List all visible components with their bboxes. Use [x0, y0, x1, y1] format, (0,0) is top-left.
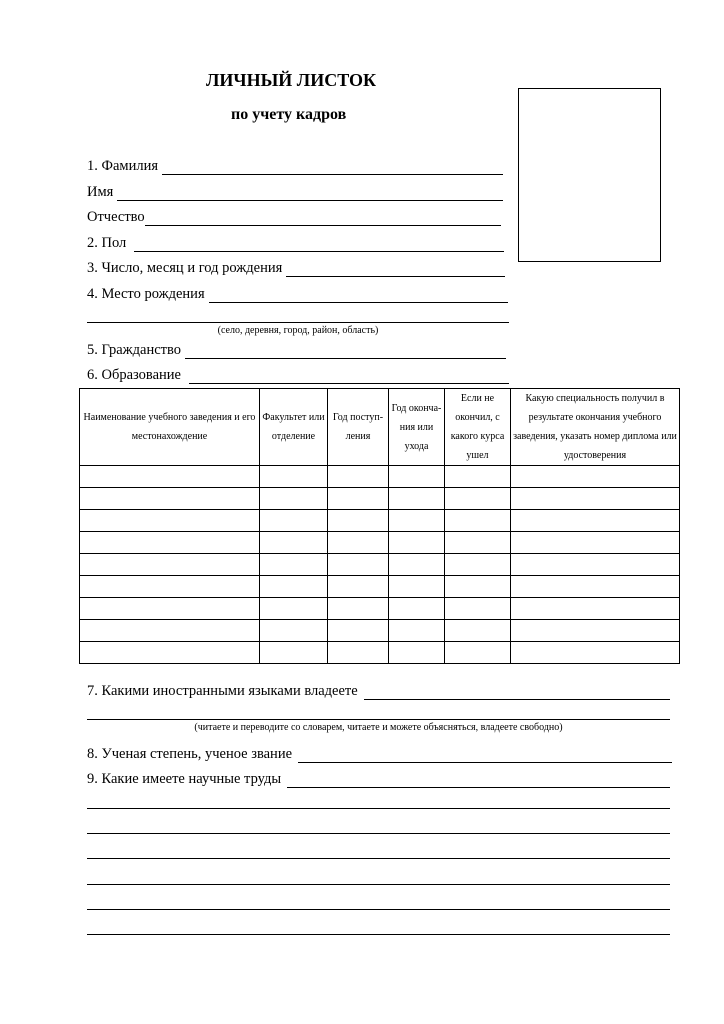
table-cell[interactable]	[389, 532, 445, 554]
table-row	[80, 598, 680, 620]
patronymic-line[interactable]	[145, 210, 501, 226]
col-specialty: Какую специальность получил в результате окончания учебного заведения, указать номер диплома или удостоверения	[511, 389, 680, 466]
patronymic-field[interactable]	[87, 206, 501, 226]
birth-date-field[interactable]	[87, 257, 505, 277]
table-cell[interactable]	[260, 598, 328, 620]
table-cell[interactable]	[389, 598, 445, 620]
table-cell[interactable]	[328, 488, 389, 510]
citizenship-line[interactable]	[185, 343, 506, 359]
education-table-header	[80, 389, 680, 466]
table-cell[interactable]	[80, 576, 260, 598]
table-cell[interactable]	[445, 488, 511, 510]
birth-date-line[interactable]	[286, 261, 505, 277]
works-line[interactable]	[287, 772, 670, 788]
table-row	[80, 488, 680, 510]
languages-label: 7. Какими иностранными языками владеете	[87, 683, 358, 699]
table-cell[interactable]	[328, 642, 389, 664]
name-field[interactable]	[87, 181, 503, 201]
table-cell[interactable]	[328, 466, 389, 488]
col-year-start: Год поступ-ления	[328, 389, 389, 466]
birth-place-label: 4. Место рождения	[87, 286, 205, 302]
table-cell[interactable]	[260, 576, 328, 598]
patronymic-label: Отчество	[87, 209, 145, 225]
table-cell[interactable]	[445, 466, 511, 488]
table-cell[interactable]	[328, 532, 389, 554]
table-cell[interactable]	[260, 510, 328, 532]
birth-place-line[interactable]	[209, 287, 508, 303]
table-cell[interactable]	[445, 620, 511, 642]
works-line-6[interactable]	[87, 909, 670, 910]
table-cell[interactable]	[389, 554, 445, 576]
form-subtitle: по учету кадров	[231, 106, 347, 123]
table-cell[interactable]	[260, 642, 328, 664]
table-cell[interactable]	[80, 642, 260, 664]
table-cell[interactable]	[328, 620, 389, 642]
table-row	[80, 576, 680, 598]
table-cell[interactable]	[260, 620, 328, 642]
sex-line[interactable]	[134, 236, 504, 252]
languages-field[interactable]	[87, 680, 670, 700]
table-cell[interactable]	[80, 554, 260, 576]
form-title: ЛИЧНЫЙ ЛИСТОК	[206, 70, 377, 90]
col-year-end: Год оконча-ния или ухода	[389, 389, 445, 466]
table-cell[interactable]	[389, 466, 445, 488]
table-cell[interactable]	[80, 488, 260, 510]
table-row	[80, 532, 680, 554]
table-row	[80, 466, 680, 488]
col-faculty: Факультет или отделение	[260, 389, 328, 466]
table-cell[interactable]	[389, 488, 445, 510]
table-cell[interactable]	[445, 532, 511, 554]
table-row	[80, 620, 680, 642]
sex-field[interactable]	[87, 232, 504, 252]
degree-line[interactable]	[298, 747, 672, 763]
table-cell[interactable]	[328, 598, 389, 620]
table-cell[interactable]	[511, 598, 680, 620]
table-cell[interactable]	[445, 576, 511, 598]
surname-field[interactable]	[87, 155, 503, 175]
photo-box[interactable]	[518, 88, 661, 262]
table-cell[interactable]	[511, 466, 680, 488]
works-line-2[interactable]	[87, 808, 670, 809]
education-table	[79, 388, 680, 664]
degree-field[interactable]	[87, 743, 672, 763]
languages-line[interactable]	[364, 684, 670, 700]
table-cell[interactable]	[389, 510, 445, 532]
table-cell[interactable]	[260, 466, 328, 488]
works-label: 9. Какие имеете научные труды	[87, 771, 282, 787]
table-cell[interactable]	[80, 510, 260, 532]
table-cell[interactable]	[80, 598, 260, 620]
name-line[interactable]	[117, 185, 503, 201]
name-label: Имя	[87, 184, 114, 200]
birth-date-label: 3. Число, месяц и год рождения	[87, 260, 283, 276]
education-field[interactable]	[87, 364, 509, 384]
education-label: 6. Образование	[87, 367, 181, 383]
table-cell[interactable]	[511, 642, 680, 664]
table-cell[interactable]	[260, 554, 328, 576]
table-cell[interactable]	[80, 466, 260, 488]
table-cell[interactable]	[260, 532, 328, 554]
degree-label: 8. Ученая степень, ученое звание	[87, 746, 293, 762]
table-cell[interactable]	[511, 554, 680, 576]
education-line[interactable]	[189, 368, 509, 384]
works-line-3[interactable]	[87, 833, 670, 834]
table-cell[interactable]	[445, 598, 511, 620]
table-cell[interactable]	[511, 576, 680, 598]
table-cell[interactable]	[511, 532, 680, 554]
table-cell[interactable]	[389, 620, 445, 642]
table-row	[80, 554, 680, 576]
table-cell[interactable]	[328, 554, 389, 576]
table-cell[interactable]	[328, 510, 389, 532]
table-cell[interactable]	[80, 532, 260, 554]
table-cell[interactable]	[511, 488, 680, 510]
table-cell[interactable]	[260, 488, 328, 510]
table-cell[interactable]	[445, 554, 511, 576]
table-row	[80, 510, 680, 532]
table-cell[interactable]	[511, 510, 680, 532]
works-field[interactable]	[87, 768, 670, 788]
birth-place-line-2[interactable]	[87, 322, 509, 323]
table-cell[interactable]	[445, 510, 511, 532]
table-cell[interactable]	[389, 576, 445, 598]
table-cell[interactable]	[445, 642, 511, 664]
languages-hint: (читаете и переводите со словарем, читаете и можете объясняться, владеете свободно)	[194, 722, 563, 733]
col-institution: Наименование учебного заведения и его местонахождение	[80, 389, 260, 466]
birth-place-field[interactable]	[87, 283, 508, 303]
col-dropout-course: Если не окончил, с какого курса ушел	[445, 389, 511, 466]
works-line-7[interactable]	[87, 934, 670, 935]
sex-label: 2. Пол	[87, 235, 127, 251]
works-line-4[interactable]	[87, 858, 670, 859]
table-cell[interactable]	[389, 642, 445, 664]
table-row	[80, 642, 680, 664]
works-line-5[interactable]	[87, 884, 670, 885]
table-cell[interactable]	[328, 576, 389, 598]
surname-line[interactable]	[162, 159, 503, 175]
birth-place-hint: (село, деревня, город, район, область)	[217, 325, 379, 336]
citizenship-field[interactable]	[87, 339, 506, 359]
table-cell[interactable]	[511, 620, 680, 642]
languages-line-2[interactable]	[87, 719, 670, 720]
table-cell[interactable]	[80, 620, 260, 642]
citizenship-label: 5. Гражданство	[87, 342, 182, 358]
surname-label: 1. Фамилия	[87, 158, 158, 174]
